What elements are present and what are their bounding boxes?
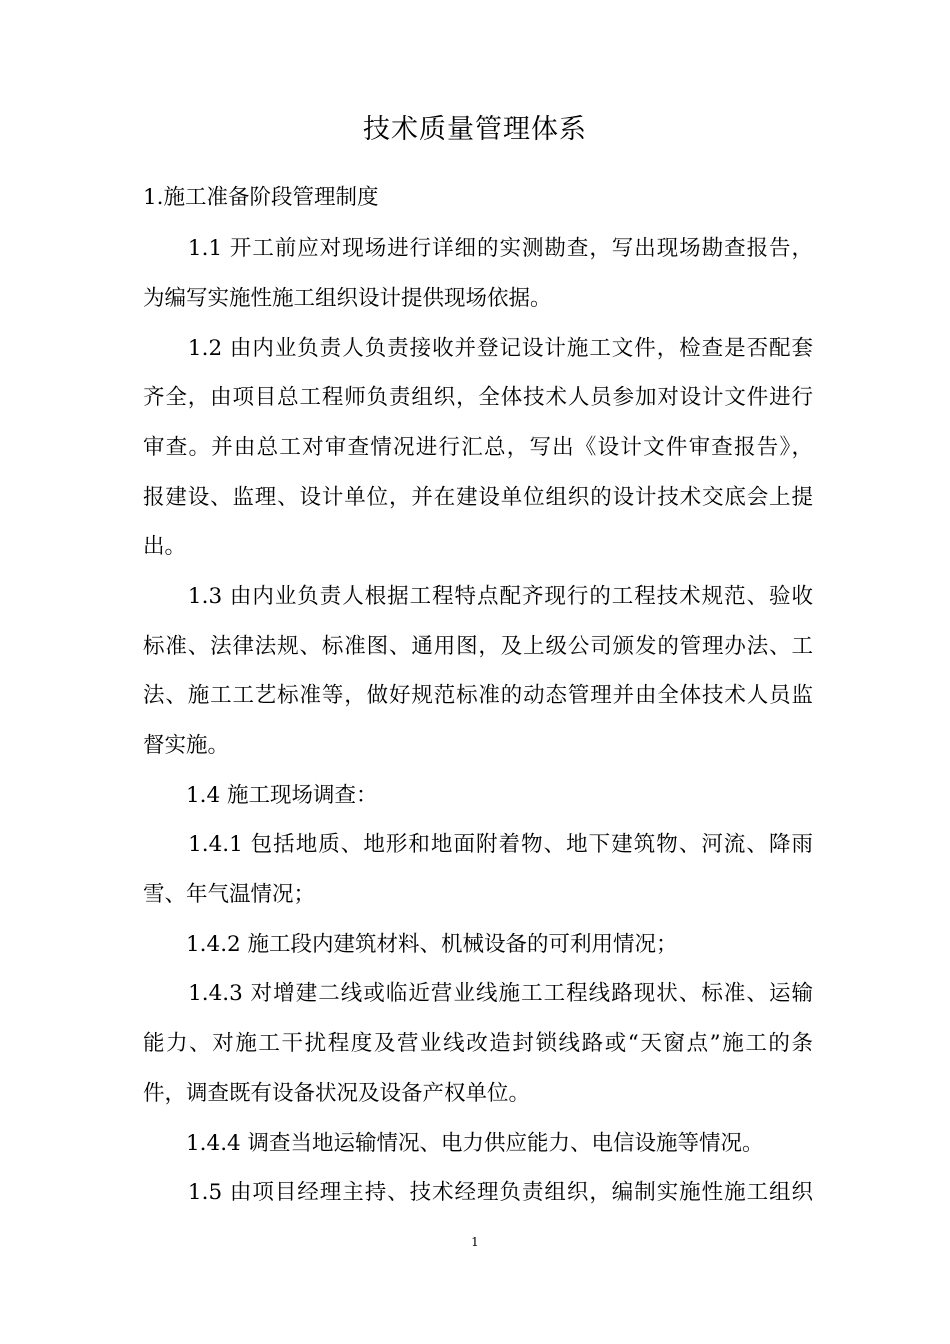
paragraph-line: 1.4.1 包括地质、地形和地面附着物、地下建筑物、河流、降雨 — [143, 832, 813, 857]
paragraph-line: 督实施。 — [143, 733, 230, 758]
paragraph-line: 齐全，由项目总工程师负责组织，全体技术人员参加对设计文件进行 — [143, 385, 813, 410]
paragraph-line: 雪、年气温情况； — [143, 882, 316, 907]
paragraph-line: 1.3 由内业负责人根据工程特点配齐现行的工程技术规范、验收 — [143, 584, 813, 609]
paragraph-line: 报建设、监理、设计单位，并在建设单位组织的设计技术交底会上提 — [143, 485, 813, 510]
paragraph-line: 1.4 施工现场调查： — [143, 783, 378, 808]
paragraph-line: 1.1 开工前应对现场进行详细的实测勘查，写出现场勘查报告， — [143, 236, 813, 261]
paragraph-line: 1.4.3 对增建二线或临近营业线施工工程线路现状、标准、运输 — [143, 981, 813, 1006]
paragraph-line: 1.2 由内业负责人负责接收并登记设计施工文件，检查是否配套 — [143, 336, 813, 361]
paragraph-line: 法、施工工艺标准等，做好规范标准的动态管理并由全体技术人员监 — [143, 683, 813, 708]
paragraph-line: 审查。并由总工对审查情况进行汇总，写出《设计文件审查报告》， — [143, 435, 813, 460]
paragraph-line: 标准、法律法规、标准图、通用图，及上级公司颁发的管理办法、工 — [143, 634, 813, 659]
paragraph-line: 出。 — [143, 534, 187, 559]
paragraph-line: 1.4.4 调查当地运输情况、电力供应能力、电信设施等情况。 — [143, 1131, 764, 1156]
paragraph-line: 件，调查既有设备状况及设备产权单位。 — [143, 1081, 531, 1106]
page-number: 1 — [471, 1235, 479, 1249]
paragraph-line: 能力、对施工干扰程度及营业线改造封锁线路或“天窗点”施工的条 — [143, 1031, 813, 1056]
section-heading: 1.施工准备阶段管理制度 — [143, 185, 379, 210]
paragraph-line: 为编写实施性施工组织设计提供现场依据。 — [143, 286, 552, 311]
document-title: 技术质量管理体系 — [363, 114, 587, 145]
paragraph-line: 1.4.2 施工段内建筑材料、机械设备的可利用情况； — [143, 932, 678, 957]
paragraph-line: 1.5 由项目经理主持、技术经理负责组织，编制实施性施工组织 — [143, 1180, 813, 1205]
